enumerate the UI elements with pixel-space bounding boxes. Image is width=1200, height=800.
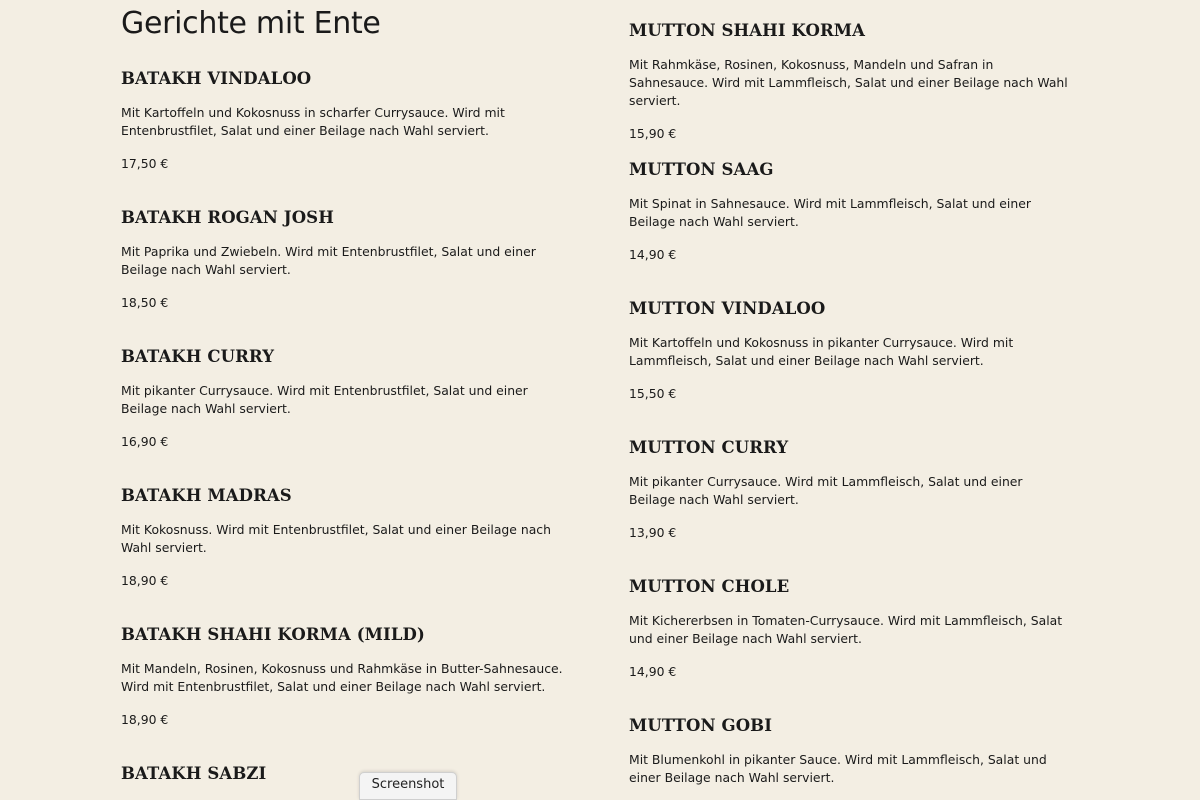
menu-item-name: MUTTON VINDALOO <box>629 299 826 318</box>
menu-item-description: Mit Spinat in Sahnesauce. Wird mit Lammfleisch, Salat und einer Beilage nach Wahl serviert. <box>629 196 1031 229</box>
menu-item <box>121 68 566 173</box>
menu-item-name: BATAKH VINDALOO <box>121 69 312 88</box>
menu-item-description: Mit Paprika und Zwiebeln. Wird mit Entenbrustfilet, Salat und einer Beilage nach Wahl serviert. <box>121 244 536 277</box>
menu-item <box>629 437 1069 542</box>
menu-item-price: 15,90 € <box>629 126 677 141</box>
menu-item-name: BATAKH MADRAS <box>121 486 292 505</box>
menu-item <box>629 576 1069 681</box>
menu-item-price: 16,90 € <box>121 434 169 449</box>
menu-item-price: 14,90 € <box>629 247 677 262</box>
menu-item-price: 14,90 € <box>629 664 677 679</box>
menu-item-price: 17,50 € <box>121 156 169 171</box>
menu-item <box>121 624 566 729</box>
menu-item <box>629 159 1069 264</box>
menu-item <box>629 715 1069 787</box>
menu-item <box>121 485 566 590</box>
screenshot-button[interactable]: Screenshot <box>359 772 457 800</box>
menu-item-name: BATAKH SABZI <box>121 764 267 783</box>
menu-item-name: MUTTON SHAHI KORMA <box>629 21 866 40</box>
menu-item-name: MUTTON GOBI <box>629 716 773 735</box>
menu-item-name: MUTTON CURRY <box>629 438 789 457</box>
menu-item-price: 15,50 € <box>629 386 677 401</box>
menu-item-name: BATAKH SHAHI KORMA (MILD) <box>121 625 425 644</box>
section-title: Gerichte mit Ente <box>121 6 381 41</box>
menu-item-description: Mit Kartoffeln und Kokosnuss in scharfer Currysauce. Wird mit Entenbrustfilet, Salat und einer Beilage nach Wahl serviert. <box>121 105 505 138</box>
menu-item-description: Mit Kartoffeln und Kokosnuss in pikanter Currysauce. Wird mit Lammfleisch, Salat und einer Beilage nach Wahl serviert. <box>629 335 1014 368</box>
menu-item <box>629 20 1069 143</box>
menu-item-name: MUTTON CHOLE <box>629 577 790 596</box>
menu-item <box>121 346 566 451</box>
menu-item-description: Mit pikanter Currysauce. Wird mit Entenbrustfilet, Salat und einer Beilage nach Wahl serviert. <box>121 383 528 416</box>
menu-item <box>629 298 1069 403</box>
menu-item-name: BATAKH CURRY <box>121 347 275 366</box>
menu-item-name: BATAKH ROGAN JOSH <box>121 208 334 227</box>
menu-item-description: Mit Kichererbsen in Tomaten-Currysauce. Wird mit Lammfleisch, Salat und einer Beilage nach Wahl serviert. <box>629 613 1063 646</box>
menu-item-description: Mit Mandeln, Rosinen, Kokosnuss und Rahmkäse in Butter-Sahnesauce. Wird mit Entenbrustfilet, Salat und einer Beilage nach Wahl serviert. <box>121 661 563 694</box>
menu-item-description: Mit Blumenkohl in pikanter Sauce. Wird mit Lammfleisch, Salat und einer Beilage nach Wahl serviert. <box>629 752 1047 785</box>
menu-item-price: 13,90 € <box>629 525 677 540</box>
menu-item-name: MUTTON SAAG <box>629 160 774 179</box>
menu-item-price: 18,90 € <box>121 712 169 727</box>
menu-item-price: 18,90 € <box>121 573 169 588</box>
menu-item-price: 18,50 € <box>121 295 169 310</box>
menu-item <box>121 763 566 785</box>
menu-item <box>121 207 566 312</box>
menu-item-description: Mit Kokosnuss. Wird mit Entenbrustfilet, Salat und einer Beilage nach Wahl serviert. <box>121 522 551 555</box>
menu-item-description: Mit Rahmkäse, Rosinen, Kokosnuss, Mandeln und Safran in Sahnesauce. Wird mit Lammfleisch, Salat und einer Beilage nach Wahl serviert. <box>629 57 1068 108</box>
menu-item-description: Mit pikanter Currysauce. Wird mit Lammfleisch, Salat und einer Beilage nach Wahl serviert. <box>629 474 1023 507</box>
